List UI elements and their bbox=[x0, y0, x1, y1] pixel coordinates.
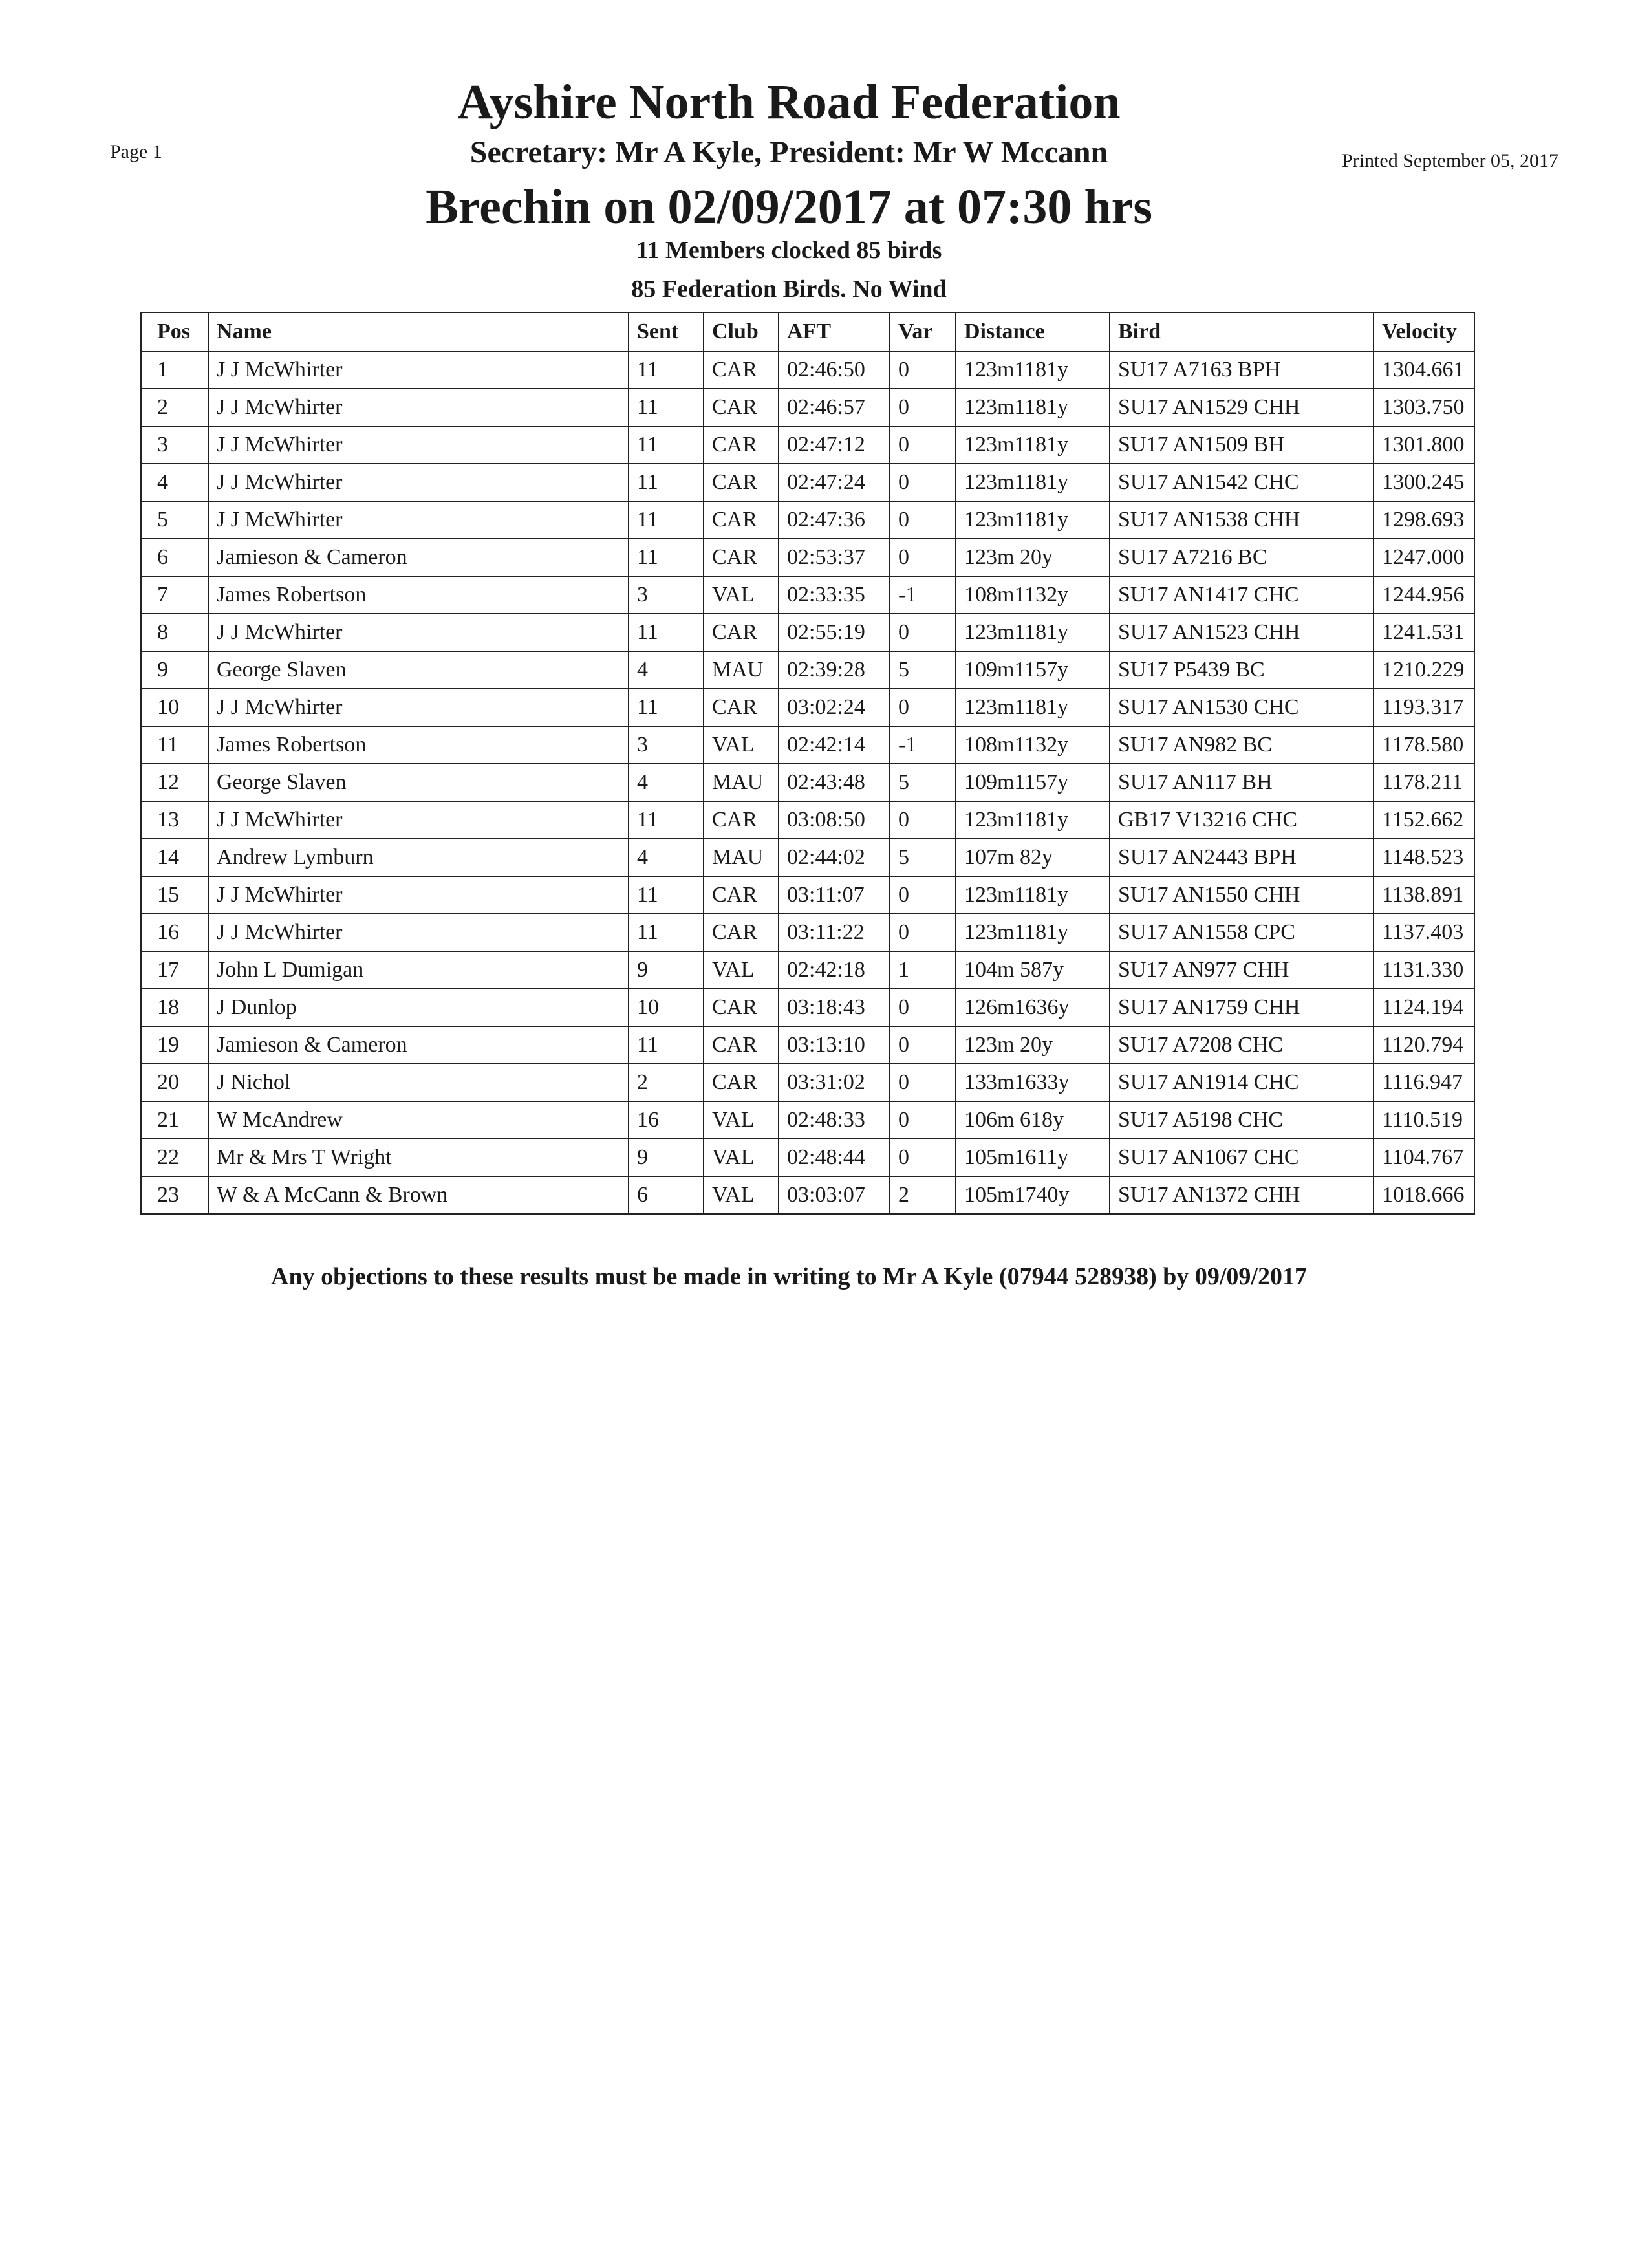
header-pos: Pos bbox=[141, 312, 208, 351]
cell-sent: 16 bbox=[629, 1101, 704, 1139]
cell-name: Andrew Lymburn bbox=[208, 839, 629, 876]
cell-sent: 11 bbox=[629, 464, 704, 501]
cell-name: W McAndrew bbox=[208, 1101, 629, 1139]
cell-var: 0 bbox=[890, 614, 956, 651]
cell-bird: GB17 V13216 CHC bbox=[1110, 801, 1374, 839]
table-row bbox=[141, 989, 1474, 1026]
cell-sent: 9 bbox=[629, 1139, 704, 1176]
cell-pos: 8 bbox=[141, 614, 208, 651]
federation-title: Ayshire North Road Federation bbox=[457, 75, 1121, 129]
cell-pos: 13 bbox=[141, 801, 208, 839]
cell-bird: SU17 AN1509 BH bbox=[1110, 426, 1374, 464]
cell-aft: 03:31:02 bbox=[779, 1064, 890, 1101]
cell-velocity: 1110.519 bbox=[1374, 1101, 1474, 1139]
cell-aft: 02:39:28 bbox=[779, 651, 890, 689]
results-body bbox=[141, 351, 1474, 1214]
results-table bbox=[140, 312, 1475, 1215]
cell-bird: SU17 A5198 CHC bbox=[1110, 1101, 1374, 1139]
results-header-row bbox=[141, 312, 1474, 351]
header-var: Var bbox=[890, 312, 956, 351]
cell-sent: 11 bbox=[629, 801, 704, 839]
cell-var: 0 bbox=[890, 989, 956, 1026]
cell-pos: 6 bbox=[141, 539, 208, 576]
cell-velocity: 1300.245 bbox=[1374, 464, 1474, 501]
cell-distance: 107m 82y bbox=[956, 839, 1110, 876]
cell-distance: 123m1181y bbox=[956, 501, 1110, 539]
table-row bbox=[141, 464, 1474, 501]
cell-velocity: 1124.194 bbox=[1374, 989, 1474, 1026]
table-row bbox=[141, 1064, 1474, 1101]
cell-velocity: 1178.580 bbox=[1374, 726, 1474, 764]
cell-aft: 02:47:36 bbox=[779, 501, 890, 539]
cell-sent: 3 bbox=[629, 726, 704, 764]
cell-distance: 105m1740y bbox=[956, 1176, 1110, 1214]
cell-aft: 02:48:33 bbox=[779, 1101, 890, 1139]
cell-aft: 02:55:19 bbox=[779, 614, 890, 651]
members-clocked-line: 11 Members clocked 85 birds bbox=[636, 237, 942, 264]
cell-sent: 4 bbox=[629, 839, 704, 876]
cell-distance: 123m1181y bbox=[956, 426, 1110, 464]
cell-club: CAR bbox=[704, 1026, 779, 1064]
cell-pos: 4 bbox=[141, 464, 208, 501]
cell-distance: 123m1181y bbox=[956, 876, 1110, 914]
cell-velocity: 1304.661 bbox=[1374, 351, 1474, 389]
cell-aft: 02:48:44 bbox=[779, 1139, 890, 1176]
cell-club: MAU bbox=[704, 651, 779, 689]
cell-var: 0 bbox=[890, 1064, 956, 1101]
cell-bird: SU17 AN1542 CHC bbox=[1110, 464, 1374, 501]
cell-club: CAR bbox=[704, 501, 779, 539]
cell-club: CAR bbox=[704, 539, 779, 576]
cell-club: VAL bbox=[704, 951, 779, 989]
cell-velocity: 1247.000 bbox=[1374, 539, 1474, 576]
cell-club: CAR bbox=[704, 801, 779, 839]
cell-pos: 10 bbox=[141, 689, 208, 726]
cell-var: 0 bbox=[890, 876, 956, 914]
cell-sent: 11 bbox=[629, 614, 704, 651]
cell-distance: 133m1633y bbox=[956, 1064, 1110, 1101]
cell-sent: 2 bbox=[629, 1064, 704, 1101]
cell-pos: 20 bbox=[141, 1064, 208, 1101]
cell-aft: 02:33:35 bbox=[779, 576, 890, 614]
cell-pos: 5 bbox=[141, 501, 208, 539]
cell-aft: 02:44:02 bbox=[779, 839, 890, 876]
cell-distance: 123m1181y bbox=[956, 801, 1110, 839]
cell-var: 0 bbox=[890, 1139, 956, 1176]
cell-bird: SU17 AN1550 CHH bbox=[1110, 876, 1374, 914]
cell-distance: 123m1181y bbox=[956, 914, 1110, 951]
cell-bird: SU17 A7216 BC bbox=[1110, 539, 1374, 576]
cell-velocity: 1120.794 bbox=[1374, 1026, 1474, 1064]
cell-club: CAR bbox=[704, 464, 779, 501]
cell-aft: 03:11:22 bbox=[779, 914, 890, 951]
cell-club: CAR bbox=[704, 689, 779, 726]
cell-sent: 4 bbox=[629, 764, 704, 801]
cell-club: MAU bbox=[704, 839, 779, 876]
cell-aft: 02:46:57 bbox=[779, 389, 890, 426]
cell-name: George Slaven bbox=[208, 764, 629, 801]
table-row bbox=[141, 614, 1474, 651]
cell-pos: 15 bbox=[141, 876, 208, 914]
cell-bird: SU17 AN2443 BPH bbox=[1110, 839, 1374, 876]
cell-velocity: 1152.662 bbox=[1374, 801, 1474, 839]
header-club: Club bbox=[704, 312, 779, 351]
cell-aft: 02:42:14 bbox=[779, 726, 890, 764]
table-row bbox=[141, 764, 1474, 801]
table-row bbox=[141, 951, 1474, 989]
table-row bbox=[141, 801, 1474, 839]
cell-aft: 03:18:43 bbox=[779, 989, 890, 1026]
cell-pos: 9 bbox=[141, 651, 208, 689]
cell-aft: 03:13:10 bbox=[779, 1026, 890, 1064]
cell-velocity: 1104.767 bbox=[1374, 1139, 1474, 1176]
cell-velocity: 1303.750 bbox=[1374, 389, 1474, 426]
cell-var: 0 bbox=[890, 1101, 956, 1139]
table-row bbox=[141, 389, 1474, 426]
table-row bbox=[141, 876, 1474, 914]
table-row bbox=[141, 651, 1474, 689]
cell-pos: 2 bbox=[141, 389, 208, 426]
cell-var: 0 bbox=[890, 426, 956, 464]
cell-sent: 11 bbox=[629, 876, 704, 914]
cell-pos: 23 bbox=[141, 1176, 208, 1214]
cell-distance: 123m 20y bbox=[956, 1026, 1110, 1064]
table-row bbox=[141, 839, 1474, 876]
cell-velocity: 1178.211 bbox=[1374, 764, 1474, 801]
officials-line: Secretary: Mr A Kyle, President: Mr W Mccann bbox=[469, 135, 1108, 169]
cell-name: J J McWhirter bbox=[208, 464, 629, 501]
cell-pos: 18 bbox=[141, 989, 208, 1026]
cell-var: 0 bbox=[890, 1026, 956, 1064]
race-title: Brechin on 02/09/2017 at 07:30 hrs bbox=[426, 180, 1152, 234]
cell-distance: 123m1181y bbox=[956, 351, 1110, 389]
cell-sent: 11 bbox=[629, 689, 704, 726]
cell-name: J Nichol bbox=[208, 1064, 629, 1101]
cell-bird: SU17 AN1538 CHH bbox=[1110, 501, 1374, 539]
cell-pos: 3 bbox=[141, 426, 208, 464]
cell-name: J J McWhirter bbox=[208, 351, 629, 389]
table-row bbox=[141, 726, 1474, 764]
cell-bird: SU17 AN1759 CHH bbox=[1110, 989, 1374, 1026]
cell-velocity: 1131.330 bbox=[1374, 951, 1474, 989]
cell-var: -1 bbox=[890, 576, 956, 614]
cell-club: VAL bbox=[704, 1176, 779, 1214]
cell-aft: 02:47:24 bbox=[779, 464, 890, 501]
cell-bird: SU17 AN977 CHH bbox=[1110, 951, 1374, 989]
cell-distance: 109m1157y bbox=[956, 764, 1110, 801]
cell-var: 0 bbox=[890, 539, 956, 576]
cell-club: CAR bbox=[704, 614, 779, 651]
table-row bbox=[141, 501, 1474, 539]
cell-sent: 11 bbox=[629, 1026, 704, 1064]
cell-pos: 14 bbox=[141, 839, 208, 876]
header-aft: AFT bbox=[779, 312, 890, 351]
cell-distance: 108m1132y bbox=[956, 726, 1110, 764]
cell-club: VAL bbox=[704, 576, 779, 614]
cell-sent: 4 bbox=[629, 651, 704, 689]
cell-sent: 10 bbox=[629, 989, 704, 1026]
federation-birds-line: 85 Federation Birds. No Wind bbox=[631, 275, 947, 303]
cell-distance: 123m 20y bbox=[956, 539, 1110, 576]
cell-sent: 11 bbox=[629, 501, 704, 539]
cell-name: Jamieson & Cameron bbox=[208, 1026, 629, 1064]
table-row bbox=[141, 576, 1474, 614]
page-number-label: Page 1 bbox=[110, 141, 162, 162]
cell-bird: SU17 AN117 BH bbox=[1110, 764, 1374, 801]
table-row bbox=[141, 426, 1474, 464]
table-row bbox=[141, 539, 1474, 576]
cell-var: 0 bbox=[890, 351, 956, 389]
cell-bird: SU17 AN1529 CHH bbox=[1110, 389, 1374, 426]
cell-var: 1 bbox=[890, 951, 956, 989]
cell-sent: 11 bbox=[629, 389, 704, 426]
table-row bbox=[141, 689, 1474, 726]
cell-var: 0 bbox=[890, 501, 956, 539]
cell-bird: SU17 AN1530 CHC bbox=[1110, 689, 1374, 726]
cell-sent: 11 bbox=[629, 539, 704, 576]
table-row bbox=[141, 1026, 1474, 1064]
cell-sent: 3 bbox=[629, 576, 704, 614]
cell-name: J J McWhirter bbox=[208, 614, 629, 651]
table-row bbox=[141, 1139, 1474, 1176]
cell-bird: SU17 P5439 BC bbox=[1110, 651, 1374, 689]
table-row bbox=[141, 1176, 1474, 1214]
cell-bird: SU17 AN1067 CHC bbox=[1110, 1139, 1374, 1176]
cell-var: 0 bbox=[890, 801, 956, 839]
cell-name: J J McWhirter bbox=[208, 389, 629, 426]
cell-name: Jamieson & Cameron bbox=[208, 539, 629, 576]
cell-velocity: 1298.693 bbox=[1374, 501, 1474, 539]
cell-var: 2 bbox=[890, 1176, 956, 1214]
header-sent: Sent bbox=[629, 312, 704, 351]
cell-name: J J McWhirter bbox=[208, 801, 629, 839]
cell-velocity: 1018.666 bbox=[1374, 1176, 1474, 1214]
cell-club: CAR bbox=[704, 1064, 779, 1101]
cell-distance: 123m1181y bbox=[956, 389, 1110, 426]
cell-pos: 21 bbox=[141, 1101, 208, 1139]
cell-club: CAR bbox=[704, 389, 779, 426]
printed-date-label: Printed September 05, 2017 bbox=[1342, 150, 1558, 171]
cell-aft: 02:43:48 bbox=[779, 764, 890, 801]
cell-velocity: 1148.523 bbox=[1374, 839, 1474, 876]
table-row bbox=[141, 914, 1474, 951]
cell-club: VAL bbox=[704, 726, 779, 764]
cell-name: Mr & Mrs T Wright bbox=[208, 1139, 629, 1176]
cell-club: CAR bbox=[704, 914, 779, 951]
cell-bird: SU17 AN982 BC bbox=[1110, 726, 1374, 764]
cell-aft: 02:46:50 bbox=[779, 351, 890, 389]
cell-velocity: 1137.403 bbox=[1374, 914, 1474, 951]
cell-velocity: 1244.956 bbox=[1374, 576, 1474, 614]
cell-club: CAR bbox=[704, 989, 779, 1026]
cell-distance: 123m1181y bbox=[956, 689, 1110, 726]
cell-pos: 22 bbox=[141, 1139, 208, 1176]
cell-distance: 123m1181y bbox=[956, 614, 1110, 651]
cell-sent: 11 bbox=[629, 351, 704, 389]
cell-pos: 12 bbox=[141, 764, 208, 801]
cell-distance: 104m 587y bbox=[956, 951, 1110, 989]
cell-var: 0 bbox=[890, 389, 956, 426]
table-row bbox=[141, 1101, 1474, 1139]
cell-aft: 03:08:50 bbox=[779, 801, 890, 839]
cell-distance: 123m1181y bbox=[956, 464, 1110, 501]
cell-name: James Robertson bbox=[208, 726, 629, 764]
cell-name: J J McWhirter bbox=[208, 426, 629, 464]
cell-pos: 11 bbox=[141, 726, 208, 764]
cell-distance: 106m 618y bbox=[956, 1101, 1110, 1139]
cell-bird: SU17 AN1372 CHH bbox=[1110, 1176, 1374, 1214]
cell-name: George Slaven bbox=[208, 651, 629, 689]
cell-bird: SU17 AN1417 CHC bbox=[1110, 576, 1374, 614]
cell-distance: 126m1636y bbox=[956, 989, 1110, 1026]
cell-name: J J McWhirter bbox=[208, 914, 629, 951]
header-name: Name bbox=[208, 312, 629, 351]
cell-sent: 6 bbox=[629, 1176, 704, 1214]
cell-bird: SU17 AN1914 CHC bbox=[1110, 1064, 1374, 1101]
cell-name: John L Dumigan bbox=[208, 951, 629, 989]
cell-club: CAR bbox=[704, 876, 779, 914]
cell-name: W & A McCann & Brown bbox=[208, 1176, 629, 1214]
cell-sent: 11 bbox=[629, 426, 704, 464]
cell-var: -1 bbox=[890, 726, 956, 764]
cell-velocity: 1241.531 bbox=[1374, 614, 1474, 651]
cell-aft: 02:53:37 bbox=[779, 539, 890, 576]
cell-velocity: 1193.317 bbox=[1374, 689, 1474, 726]
cell-bird: SU17 A7208 CHC bbox=[1110, 1026, 1374, 1064]
cell-name: J J McWhirter bbox=[208, 501, 629, 539]
cell-club: MAU bbox=[704, 764, 779, 801]
cell-velocity: 1138.891 bbox=[1374, 876, 1474, 914]
objections-notice: Any objections to these results must be made in writing to Mr A Kyle (07944 528938) by 09/09/2017 bbox=[271, 1263, 1307, 1290]
cell-pos: 7 bbox=[141, 576, 208, 614]
cell-velocity: 1210.229 bbox=[1374, 651, 1474, 689]
cell-pos: 16 bbox=[141, 914, 208, 951]
cell-aft: 03:03:07 bbox=[779, 1176, 890, 1214]
cell-aft: 03:11:07 bbox=[779, 876, 890, 914]
cell-distance: 109m1157y bbox=[956, 651, 1110, 689]
cell-bird: SU17 AN1558 CPC bbox=[1110, 914, 1374, 951]
cell-aft: 02:42:18 bbox=[779, 951, 890, 989]
cell-velocity: 1116.947 bbox=[1374, 1064, 1474, 1101]
cell-pos: 17 bbox=[141, 951, 208, 989]
cell-aft: 02:47:12 bbox=[779, 426, 890, 464]
cell-aft: 03:02:24 bbox=[779, 689, 890, 726]
cell-name: J Dunlop bbox=[208, 989, 629, 1026]
cell-pos: 1 bbox=[141, 351, 208, 389]
cell-velocity: 1301.800 bbox=[1374, 426, 1474, 464]
cell-bird: SU17 AN1523 CHH bbox=[1110, 614, 1374, 651]
header-bird: Bird bbox=[1110, 312, 1374, 351]
cell-name: J J McWhirter bbox=[208, 689, 629, 726]
table-row bbox=[141, 351, 1474, 389]
cell-bird: SU17 A7163 BPH bbox=[1110, 351, 1374, 389]
cell-sent: 11 bbox=[629, 914, 704, 951]
cell-club: CAR bbox=[704, 351, 779, 389]
header-distance: Distance bbox=[956, 312, 1110, 351]
cell-sent: 9 bbox=[629, 951, 704, 989]
cell-name: J J McWhirter bbox=[208, 876, 629, 914]
cell-pos: 19 bbox=[141, 1026, 208, 1064]
cell-var: 5 bbox=[890, 839, 956, 876]
cell-var: 0 bbox=[890, 464, 956, 501]
cell-club: VAL bbox=[704, 1101, 779, 1139]
cell-club: CAR bbox=[704, 426, 779, 464]
cell-var: 5 bbox=[890, 651, 956, 689]
header-velocity: Velocity bbox=[1374, 312, 1474, 351]
cell-var: 0 bbox=[890, 689, 956, 726]
cell-club: VAL bbox=[704, 1139, 779, 1176]
cell-name: James Robertson bbox=[208, 576, 629, 614]
cell-var: 5 bbox=[890, 764, 956, 801]
cell-var: 0 bbox=[890, 914, 956, 951]
cell-distance: 105m1611y bbox=[956, 1139, 1110, 1176]
cell-distance: 108m1132y bbox=[956, 576, 1110, 614]
